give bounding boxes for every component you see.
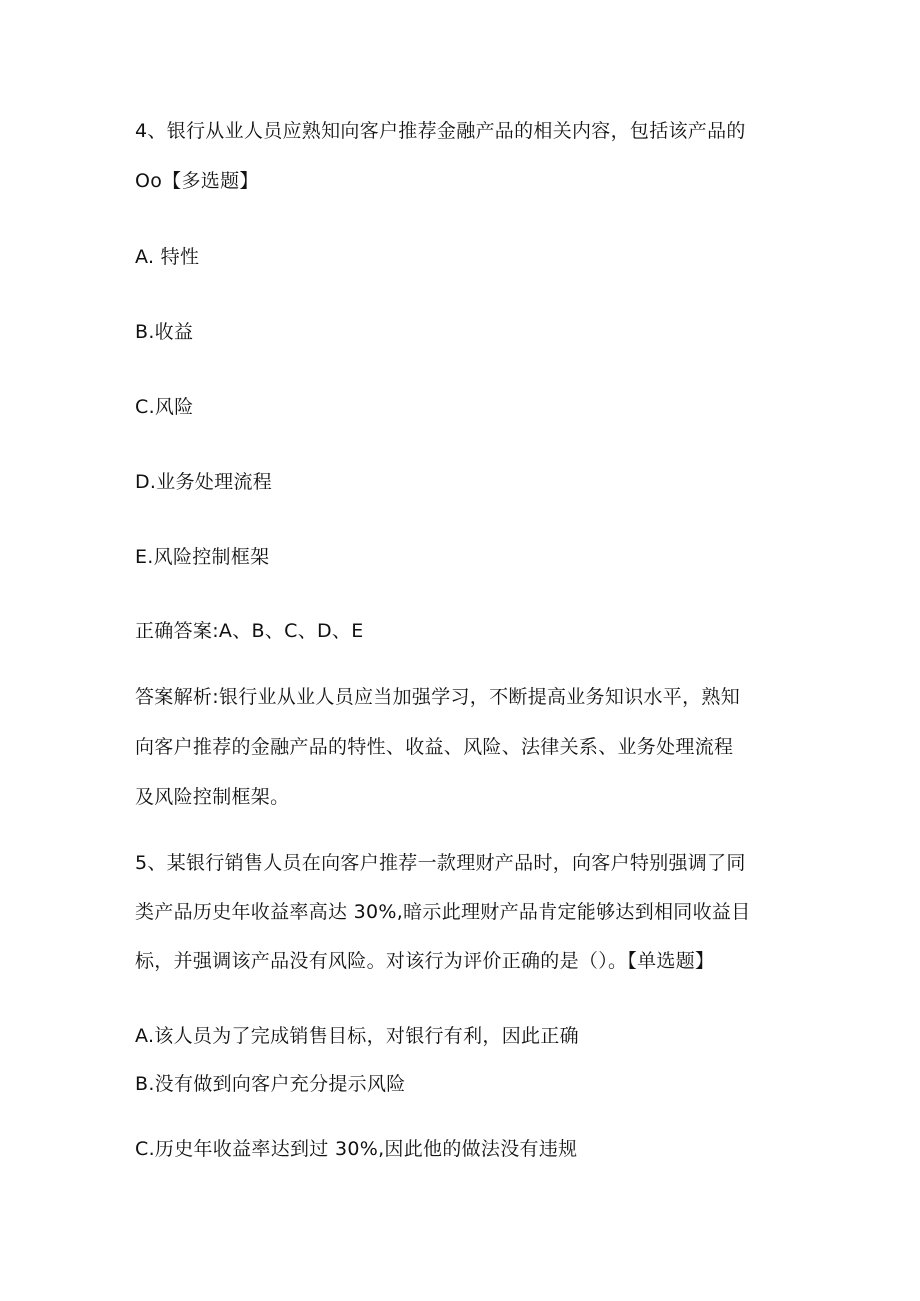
q4-analysis-line-3: 及风险控制框架。 bbox=[135, 786, 290, 808]
q4-option-d: D.业务处理流程 bbox=[135, 471, 273, 493]
q4-answer: 正确答案:A、B、C、D、E bbox=[135, 620, 364, 642]
q5-stem-line-2: 类产品历史年收益率高达 30%,暗示此理财产品肯定能够达到相同收益目 bbox=[135, 901, 751, 923]
q4-analysis-line-1: 答案解析:银行业从业人员应当加强学习，不断提高业务知识水平，熟知 bbox=[135, 686, 741, 708]
q4-option-c: C.风险 bbox=[135, 396, 194, 418]
q5-option-b: B.没有做到向客户充分提示风险 bbox=[135, 1073, 406, 1095]
q4-stem-line-1: 4、银行从业人员应熟知向客户推荐金融产品的相关内容，包括该产品的 bbox=[135, 120, 746, 142]
q5-option-c: C.历史年收益率达到过 30%,因此他的做法没有违规 bbox=[135, 1138, 578, 1160]
q4-option-b: B.收益 bbox=[135, 321, 194, 343]
q4-option-a: A. 特性 bbox=[135, 246, 200, 268]
q5-option-a: A.该人员为了完成销售目标，对银行有利，因此正确 bbox=[135, 1025, 579, 1047]
q4-stem-line-2: Oo【多选题】 bbox=[135, 170, 259, 192]
q5-stem-line-3: 标，并强调该产品没有风险。对该行为评价正确的是（）。【单选题】 bbox=[135, 950, 715, 972]
q4-analysis-line-2: 向客户推荐的金融产品的特性、收益、风险、法律关系、业务处理流程 bbox=[135, 736, 734, 758]
q4-option-e: E.风险控制框架 bbox=[135, 546, 270, 568]
q5-stem-line-1: 5、某银行销售人员在向客户推荐一款理财产品时，向客户特别强调了同 bbox=[135, 852, 746, 874]
